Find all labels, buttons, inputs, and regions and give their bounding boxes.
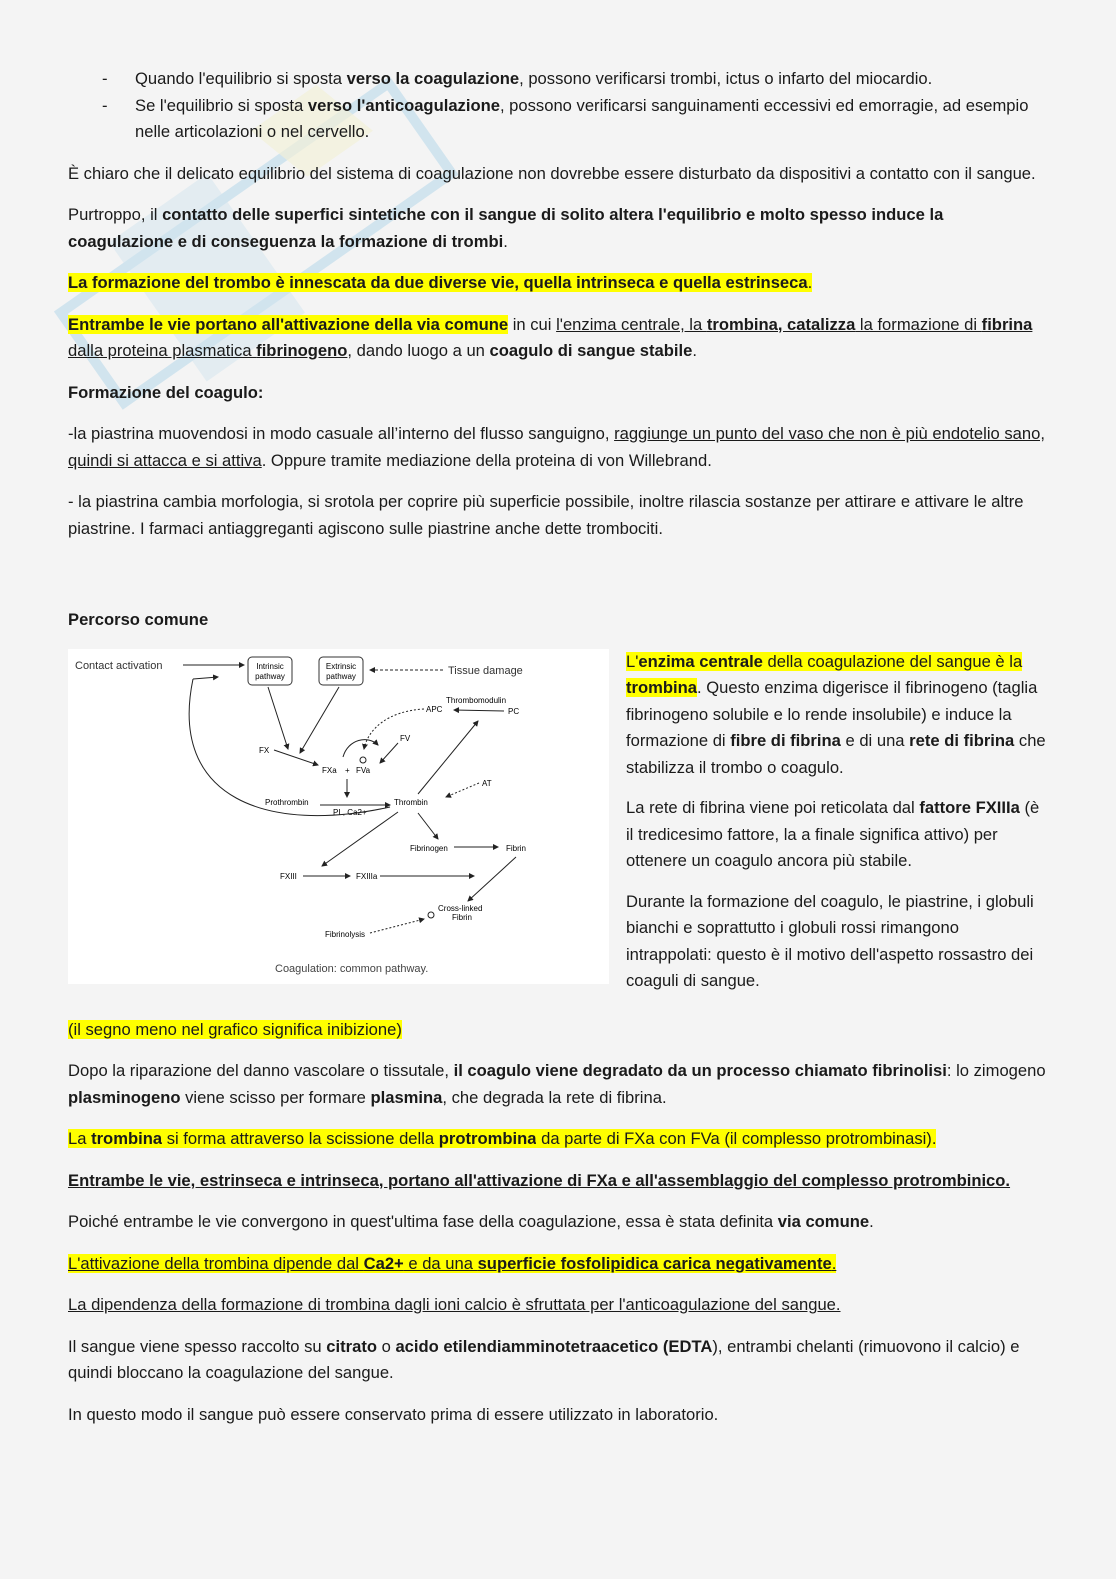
label-fxiii: FXIII	[280, 871, 297, 881]
paragraph: Il sangue viene spesso raccolto su citrato o acido etilendiamminotetraacetico (EDTA), entrambi chelanti (rimuovono il calcio) e quindi bloccano la coagulazione del sangue.	[68, 1336, 1020, 1382]
label-plus: +	[345, 765, 350, 775]
page-content	[68, 66, 1050, 1443]
paragraph: L'enzima centrale della coagulazione del sangue è la trombina. Questo enzima digerisce il fibrinogeno (taglia fibrinogeno solubile e lo rende insolubile) e induce la formazione di fibre di fibrina e di una rete di fibrina che stabilizza il trombo o coagulo.	[626, 651, 1046, 777]
label-cross-linked-fibrin: Fibrin	[452, 912, 473, 922]
label-pl-ca: PL, Ca2+	[333, 807, 367, 817]
label-fv: FV	[400, 733, 411, 743]
label-fva: FVa	[356, 765, 371, 775]
label-apc: APC	[426, 704, 443, 714]
label-fxiiia: FXIIIa	[356, 871, 378, 881]
label-fxa: FXa	[322, 765, 337, 775]
paragraph: Dopo la riparazione del danno vascolare o tissutale, il coagulo viene degradato da un processo chiamato fibrinolisi: lo zimogeno plasminogeno viene scisso per formare plasmina, che degrada la rete di fibrina.	[68, 1061, 1046, 1107]
paragraph: Entrambe le vie, estrinseca e intrinseca, portano all'attivazione di FXa e all'assemblaggio del complesso protrombinico.	[68, 1170, 1011, 1190]
section-heading: Percorso comune	[68, 610, 209, 629]
figure-row	[68, 649, 1050, 1009]
paragraph: È chiaro che il delicato equilibrio del sistema di coagulazione non dovrebbe essere disturbato da dispositivi a contatto con il sangue.	[68, 163, 1036, 183]
label-fibrinolysis: Fibrinolysis	[325, 929, 366, 939]
paragraph: Entrambe le vie portano all'attivazione della via comune in cui l'enzima centrale, la trombina, catalizza la formazione di fibrina dalla proteina plasmatica fibrinogeno, dando luogo a un coagulo di sangue stabile.	[68, 314, 1033, 360]
highlighted-paragraph: La trombina si forma attraverso la scissione della protrombina da parte di FXa con FVa (il complesso protrombinasi).	[68, 1129, 937, 1148]
list-item: - Quando l'equilibrio si sposta verso la coagulazione, possono verificarsi trombi, ictus o infarto del miocardio.	[102, 69, 933, 88]
list-item: - Se l'equilibrio si sposta verso l'anticoagulazione, possono verificarsi sanguinamenti eccessivi ed emorragie, ad esempio nelle articolazioni o nel cervello.	[102, 95, 1029, 141]
paragraph: La rete di fibrina viene poi reticolata dal fattore FXIIIa (è il tredicesimo fattore, la a finale significa attivo) per ottenere un coagulo ancora più stabile.	[626, 798, 1040, 870]
figure-note: (il segno meno nel grafico significa inibizione)	[68, 1019, 402, 1039]
paragraph: Durante la formazione del coagulo, le piastrine, i globuli bianchi e soprattutto i globuli rossi rimangono intrappolati: questo è il motivo dell'aspetto rossastro dei coaguli di sangue.	[626, 891, 1034, 990]
label-tissue-damage: Tissue damage	[448, 664, 523, 677]
paragraph: Purtroppo, il contatto delle superfici sintetiche con il sangue di solito altera l'equilibrio e molto spesso induce la coagulazione e di conseguenza la formazione di trombi.	[68, 205, 944, 251]
side-text	[626, 649, 1048, 1009]
paragraph: La dipendenza della formazione di trombina dagli ioni calcio è sfruttata per l'anticoagulazione del sangue.	[68, 1295, 841, 1314]
paragraph: - la piastrina cambia morfologia, si srotola per coprire più superficie possibile, inoltre rilascia sostanze per attirare e attivare le altre piastrine. I farmaci antiaggreganti agiscono sulle piastrine anche dette trombociti.	[68, 492, 1024, 538]
label-prothrombin: Prothrombin	[265, 797, 309, 807]
highlighted-paragraph: La formazione del trombo è innescata da due diverse vie, quella intrinseca e quella estrinseca.	[68, 273, 813, 292]
coagulation-diagram	[68, 649, 609, 984]
bullet-list	[68, 66, 1050, 146]
label-thrombomodulin: Thrombomodulin	[446, 695, 507, 705]
label-fibrinogen: Fibrinogen	[410, 843, 448, 853]
label-intrinsic-pathway: pathway	[255, 671, 285, 681]
paragraph: In questo modo il sangue può essere conservato prima di essere utilizzato in laboratorio.	[68, 1404, 719, 1424]
paragraph: -la piastrina muovendosi in modo casuale all’interno del flusso sanguigno, raggiunge un punto del vaso che non è più endotelio sano, quindi si attacca e si attiva. Oppure tramite mediazione della proteina di von Willebrand.	[68, 424, 1045, 470]
paragraph: Poiché entrambe le vie convergono in quest'ultima fase della coagulazione, essa è stata definita via comune.	[68, 1212, 874, 1231]
label-fx: FX	[259, 745, 270, 755]
label-extrinsic-pathway: pathway	[326, 671, 356, 681]
label-cross-linked: Cross-linked	[438, 903, 483, 913]
section-heading: Formazione del coagulo:	[68, 382, 264, 402]
label-at: AT	[482, 778, 492, 788]
label-pc: PC	[508, 706, 520, 716]
label-fibrin: Fibrin	[506, 843, 527, 853]
figure-caption: Coagulation: common pathway.	[275, 962, 429, 975]
label-contact: Contact activation	[75, 659, 163, 672]
label-thrombin: Thrombin	[394, 797, 428, 807]
label-extrinsic: Extrinsic	[325, 661, 357, 671]
highlighted-paragraph: L'attivazione della trombina dipende dal Ca2+ e da una superficie fosfolipidica carica negativamente.	[68, 1253, 837, 1273]
label-intrinsic: Intrinsic	[256, 661, 284, 671]
